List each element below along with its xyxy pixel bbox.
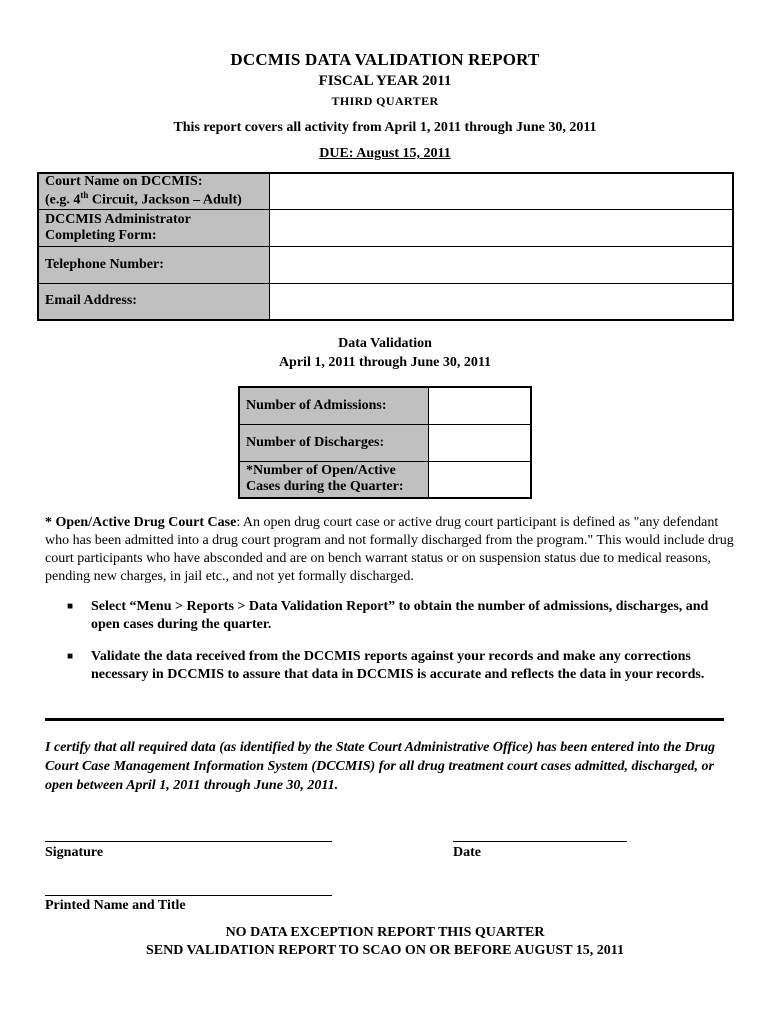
bullet-icon: ■: [67, 601, 74, 612]
due-date: DUE: August 15, 2011: [319, 146, 451, 161]
telephone-label: Telephone Number:: [38, 246, 270, 283]
discharges-label: Number of Discharges:: [239, 424, 429, 461]
printed-name-label: Printed Name and Title: [45, 898, 186, 913]
validation-heading: Data Validation: [338, 336, 432, 351]
email-label: Email Address:: [38, 283, 270, 320]
open-case-definition: [45, 514, 735, 586]
court-info-table: [37, 172, 734, 321]
admissions-label: Number of Admissions:: [239, 387, 429, 424]
administrator-field[interactable]: [276, 213, 726, 243]
signature-label: Signature: [45, 845, 104, 860]
section-divider: [45, 718, 724, 721]
fiscal-year: FISCAL YEAR 2011: [318, 73, 452, 89]
list-item: ■ Validate the data received from the DCCMIS reports against your records and make any corrections necessary in DCCMIS to assure that data in DCCMIS is accurate and reflects the data in your records.: [67, 649, 705, 682]
bullet-icon: ■: [67, 651, 74, 662]
telephone-cell: [270, 246, 734, 283]
instructions-list: [45, 598, 735, 698]
printed-name-line[interactable]: [45, 895, 332, 896]
report-title: DCCMIS DATA VALIDATION REPORT: [230, 50, 540, 69]
validation-counts-table: [238, 386, 532, 499]
email-field[interactable]: [276, 286, 726, 316]
open-cases-label: *Number of Open/Active Cases during the Quarter:: [239, 461, 429, 498]
open-cases-field[interactable]: [435, 464, 524, 494]
signature-line[interactable]: [45, 841, 332, 842]
no-data-exception: NO DATA EXCEPTION REPORT THIS QUARTER: [225, 925, 545, 940]
definition-term: * Open/Active Drug Court Case: [45, 515, 237, 530]
quarter-label: THIRD QUARTER: [331, 94, 439, 108]
date-line[interactable]: [453, 841, 627, 842]
court-name-label: Court Name on DCCMIS: (e.g. 4th Circuit, Jackson – Adult): [38, 173, 270, 209]
telephone-field[interactable]: [276, 250, 726, 280]
administrator-cell: [270, 209, 734, 246]
admissions-cell: [429, 387, 532, 424]
admissions-field[interactable]: [435, 391, 524, 421]
open-cases-cell: [429, 461, 532, 498]
email-cell: [270, 283, 734, 320]
discharges-cell: [429, 424, 532, 461]
send-instruction: SEND VALIDATION REPORT TO SCAO ON OR BEFORE AUGUST 15, 2011: [145, 943, 625, 958]
definition-text: : An open drug court case or active drug court participant is defined as "any defendant who has been admitted into a drug court program and not formally discharged from the program." This would include drug court participants who have absconded and are on bench warrant status or on suspension status due to medical reasons, pending new charges, in jail etc., and not yet formally discharged.: [45, 515, 734, 584]
certification-statement: I certify that all required data (as identified by the State Court Administrative Office) has been entered into the Drug Court Case Management Information System (DCCMIS) for all drug treatment court cases admitted, discharged, or open between April 1, 2011 through June 30, 2011.: [45, 740, 716, 793]
court-name-cell: [270, 173, 734, 209]
administrator-label: DCCMIS Administrator Completing Form:: [38, 209, 270, 246]
coverage-statement: This report covers all activity from April 1, 2011 through June 30, 2011: [173, 120, 597, 135]
discharges-field[interactable]: [435, 428, 524, 458]
validation-period: April 1, 2011 through June 30, 2011: [278, 355, 492, 370]
court-name-field[interactable]: [276, 176, 726, 206]
date-label: Date: [453, 845, 481, 860]
list-item: ■ Select “Menu > Reports > Data Validation Report” to obtain the number of admissions, discharges, and open cases during the quarter.: [67, 599, 709, 632]
